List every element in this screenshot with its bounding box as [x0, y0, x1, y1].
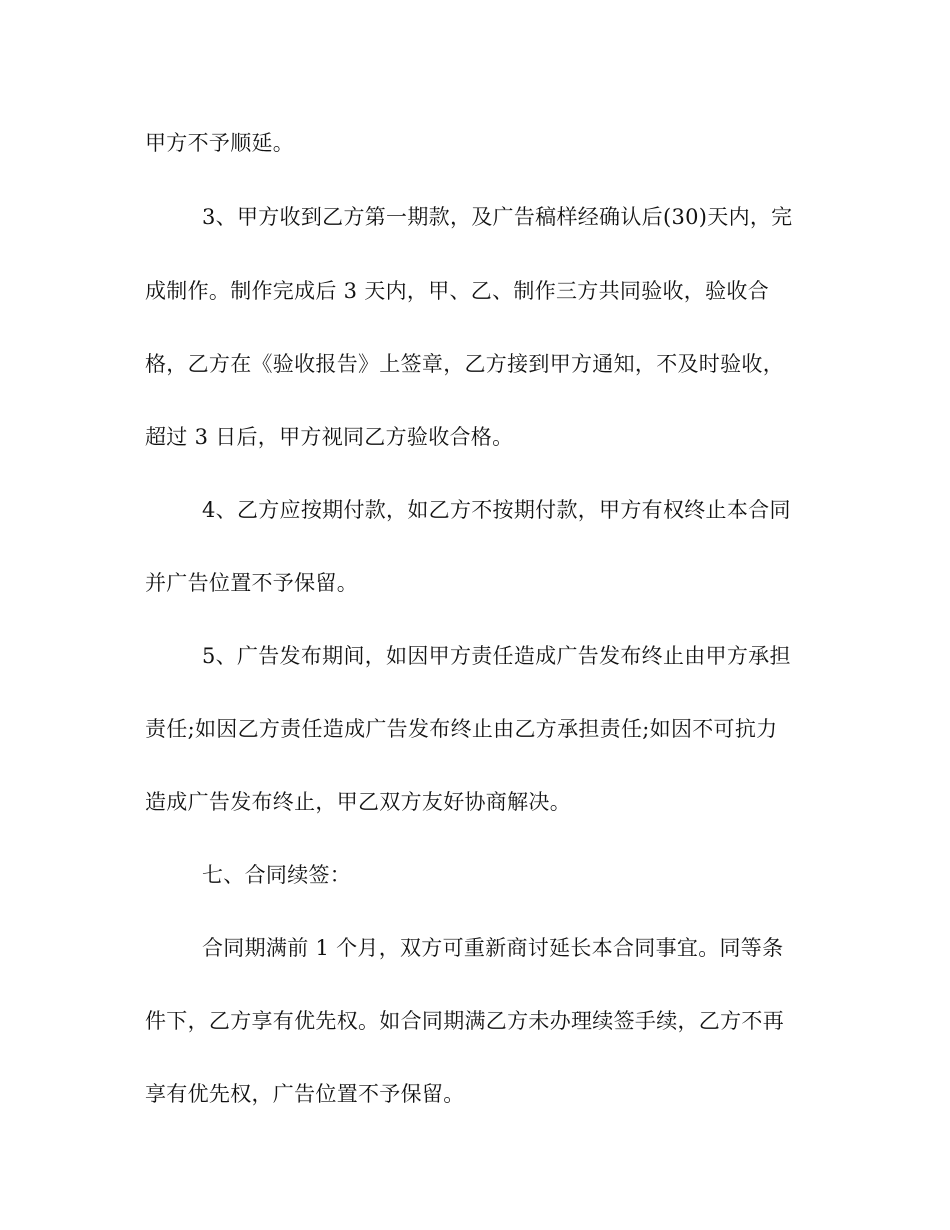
text-line: 享有优先权，广告位置不予保留。 [145, 1082, 465, 1106]
text-line: 并广告位置不予保留。 [145, 571, 358, 595]
text-line: 甲方不予顺延。 [145, 131, 295, 155]
text-line: 超过 3 日后，甲方视同乙方验收合格。 [145, 425, 514, 449]
text-line: 成制作。制作完成后 3 天内，甲、乙、制作三方共同验收，验收合 [145, 279, 770, 303]
text-line: 4、乙方应按期付款，如乙方不按期付款，甲方有权终止本合同 [202, 498, 791, 522]
text-line: 造成广告发布终止，甲乙双方友好协商解决。 [145, 790, 571, 814]
text-line: 件下，乙方享有优先权。如合同期满乙方未办理续签手续，乙方不再 [145, 1009, 784, 1033]
text-line: 3、甲方收到乙方第一期款，及广告稿样经确认后(30)天内，完 [202, 205, 793, 229]
text-line: 5、广告发布期间，如因甲方责任造成广告发布终止由甲方承担 [202, 644, 791, 668]
text-line: 责任;如因乙方责任造成广告发布终止由乙方承担责任;如因不可抗力 [145, 717, 778, 741]
section-heading: 七、合同续签： [202, 863, 352, 887]
text-line: 格，乙方在《验收报告》上签章，乙方接到甲方通知，不及时验收， [145, 352, 784, 376]
text-line: 合同期满前 1 个月，双方可重新商讨延长本合同事宜。同等条 [202, 936, 784, 960]
